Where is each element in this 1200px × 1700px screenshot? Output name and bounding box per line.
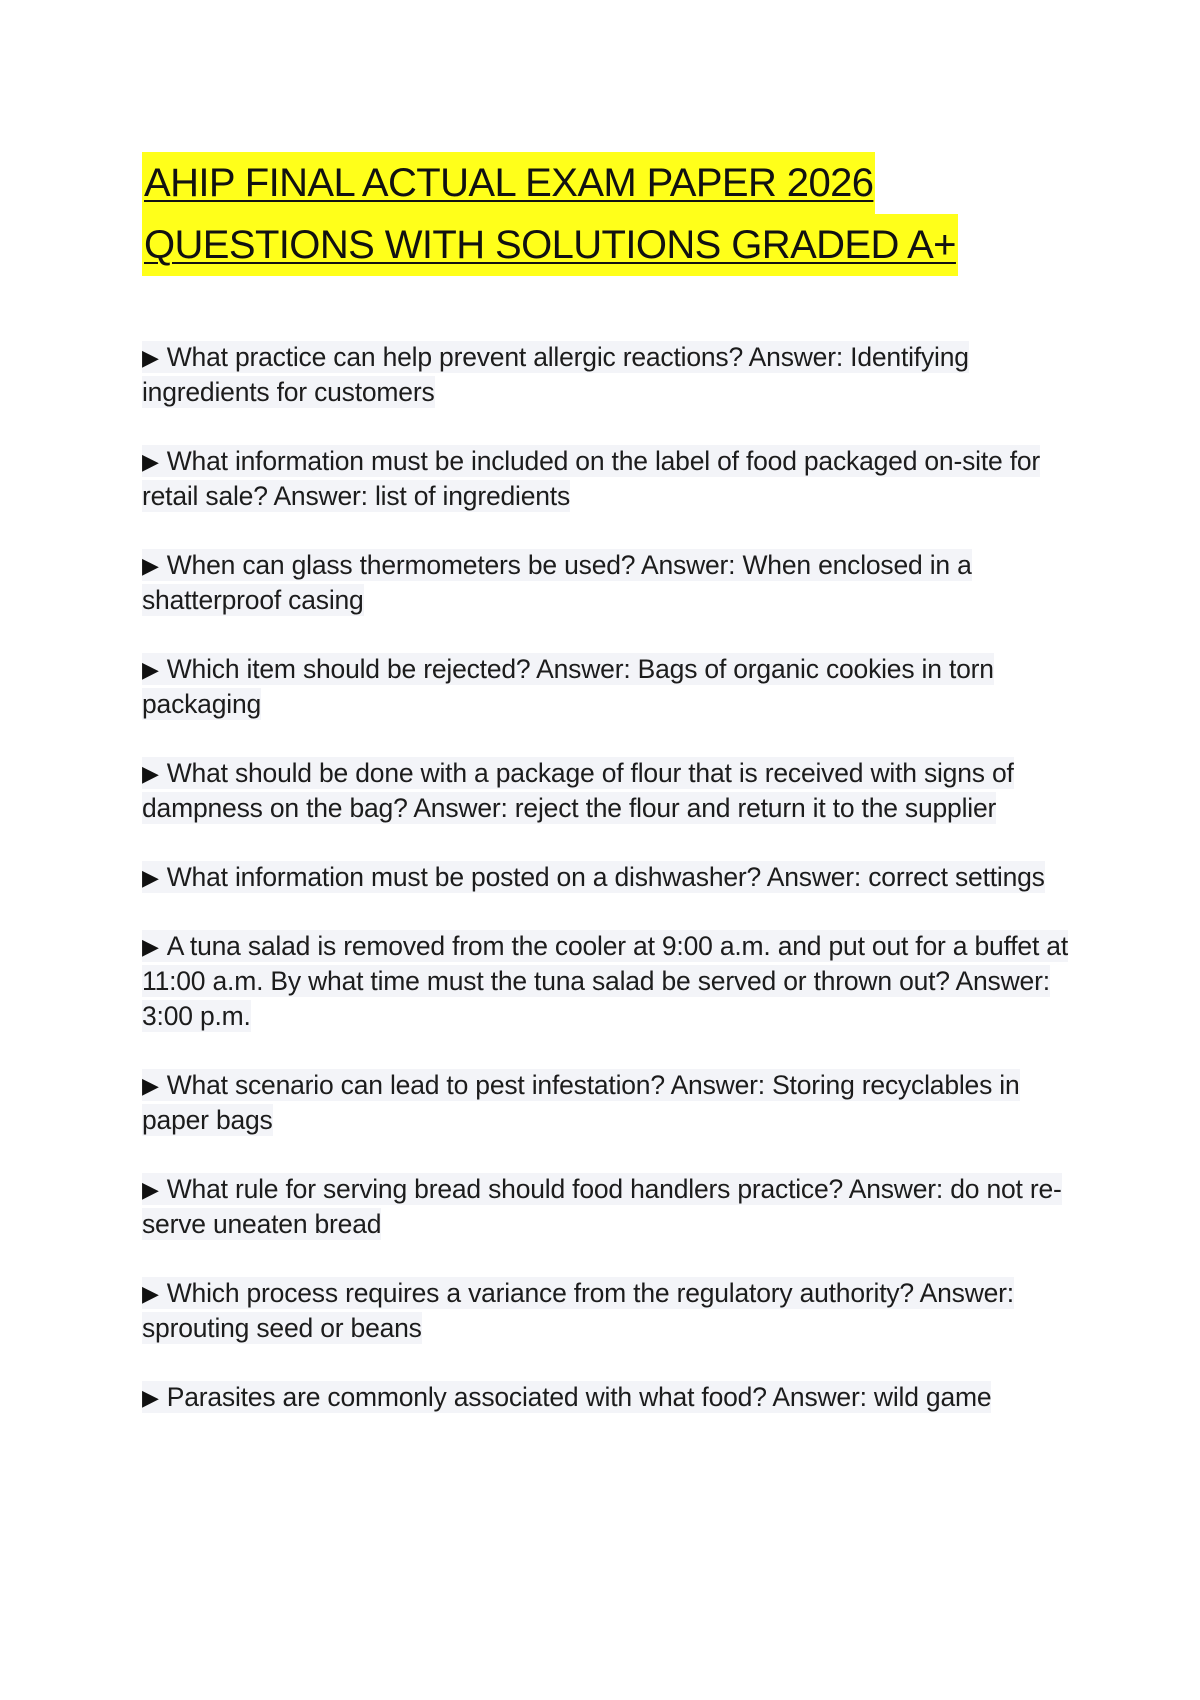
qa-item <box>142 756 1072 826</box>
triangle-bullet-icon: ▶ <box>142 553 159 578</box>
question-answer-list <box>142 340 1072 1415</box>
qa-item <box>142 340 1072 410</box>
document-title <box>142 152 1042 276</box>
triangle-bullet-icon: ▶ <box>142 1177 159 1202</box>
qa-item <box>142 1068 1072 1138</box>
qa-text: Parasites are commonly associated with what food? Answer: wild game <box>166 1382 992 1412</box>
title-line-1: AHIP FINAL ACTUAL EXAM PAPER 2026 <box>142 152 875 214</box>
qa-text: A tuna salad is removed from the cooler at 9:00 a.m. and put out for a buffet at 11:00 a.m. By what time must the tuna salad be served or thrown out? Answer: 3:00 p.m. <box>142 931 1068 1031</box>
qa-item <box>142 929 1072 1034</box>
qa-text: What rule for serving bread should food handlers practice? Answer: do not re-serve uneaten bread <box>142 1174 1062 1239</box>
qa-item <box>142 860 1072 895</box>
triangle-bullet-icon: ▶ <box>142 1385 159 1410</box>
qa-item <box>142 444 1072 514</box>
qa-text: When can glass thermometers be used? Answer: When enclosed in a shatterproof casing <box>142 550 972 615</box>
qa-text: What information must be posted on a dishwasher? Answer: correct settings <box>166 862 1045 892</box>
triangle-bullet-icon: ▶ <box>142 345 159 370</box>
triangle-bullet-icon: ▶ <box>142 761 159 786</box>
title-line-2: QUESTIONS WITH SOLUTIONS GRADED A+ <box>142 214 958 276</box>
triangle-bullet-icon: ▶ <box>142 657 159 682</box>
triangle-bullet-icon: ▶ <box>142 449 159 474</box>
qa-text: Which item should be rejected? Answer: Bags of organic cookies in torn packaging <box>142 654 994 719</box>
qa-text: What practice can help prevent allergic reactions? Answer: Identifying ingredients for customers <box>142 342 969 407</box>
triangle-bullet-icon: ▶ <box>142 934 159 959</box>
triangle-bullet-icon: ▶ <box>142 1281 159 1306</box>
triangle-bullet-icon: ▶ <box>142 1073 159 1098</box>
qa-item <box>142 1276 1072 1346</box>
qa-text: Which process requires a variance from the regulatory authority? Answer: sprouting seed or beans <box>142 1278 1014 1343</box>
qa-text: What should be done with a package of flour that is received with signs of dampness on the bag? Answer: reject the flour and return it to the supplier <box>142 758 1014 823</box>
qa-text: What information must be included on the label of food packaged on-site for retail sale? Answer: list of ingredients <box>142 446 1041 511</box>
triangle-bullet-icon: ▶ <box>142 865 159 890</box>
qa-item <box>142 1380 1072 1415</box>
qa-item <box>142 652 1072 722</box>
qa-item <box>142 1172 1072 1242</box>
qa-item <box>142 548 1072 618</box>
qa-text: What scenario can lead to pest infestation? Answer: Storing recyclables in paper bags <box>142 1070 1020 1135</box>
